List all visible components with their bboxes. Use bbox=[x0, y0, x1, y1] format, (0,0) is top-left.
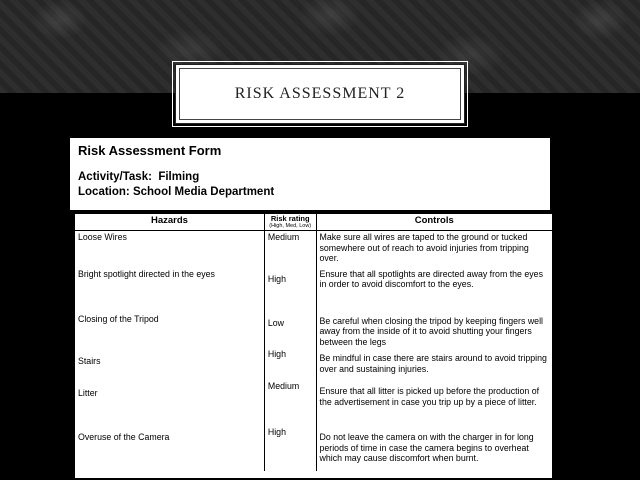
header-risk-rating-sub: (High, Med, Low) bbox=[269, 223, 312, 229]
rating-cell: High bbox=[264, 348, 316, 380]
hazard-cell: Loose Wires bbox=[78, 232, 127, 242]
rating-cell bbox=[264, 268, 316, 310]
hazard-cell: Closing of the Tripod bbox=[78, 313, 159, 324]
location-line bbox=[78, 185, 542, 200]
slide-title-box bbox=[175, 64, 465, 124]
form-header bbox=[70, 138, 550, 210]
activity-label: Activity/Task: bbox=[78, 171, 152, 183]
control-cell: Be mindful in case there are stairs around to avoid tripping over and sustaining injuries. bbox=[319, 353, 547, 374]
table-row bbox=[75, 310, 552, 349]
rating-cell bbox=[264, 310, 316, 349]
location-label: Location: bbox=[78, 186, 130, 198]
hazard-cell bbox=[75, 348, 264, 380]
activity-value: Filming bbox=[158, 171, 200, 183]
header-risk-rating-label: Risk rating bbox=[270, 214, 310, 223]
slide-title: RISK ASSESSMENT 2 bbox=[234, 85, 406, 102]
hazard-cell bbox=[75, 380, 264, 426]
rating-cell: Medium bbox=[264, 380, 316, 426]
header-hazards: Hazards bbox=[75, 214, 264, 231]
hazard-cell bbox=[75, 426, 264, 471]
hazard-cell: Bright spotlight directed in the eyes bbox=[78, 268, 215, 279]
control-cell: Do not leave the camera on with the charger in for long periods of time in case the camera begins to overheat which may cause discomfort when burnt. bbox=[319, 432, 534, 463]
table-row bbox=[75, 426, 552, 471]
table-row bbox=[75, 231, 552, 268]
table-row bbox=[75, 348, 552, 380]
risk-table bbox=[75, 214, 552, 471]
rating-text: High bbox=[267, 273, 286, 284]
rating-cell: High bbox=[264, 426, 316, 471]
table-row bbox=[75, 380, 552, 426]
rating-text: Low bbox=[267, 317, 285, 328]
control-cell: Be careful when closing the tripod by keeping fingers well away from the inside of it to avoid shutting your fingers between the legs bbox=[319, 315, 543, 347]
risk-table-area bbox=[75, 214, 552, 478]
activity-line bbox=[78, 170, 542, 185]
control-cell: Make sure all wires are taped to the ground or tucked somewhere out of reach to avoid injuries from tripping over. bbox=[319, 232, 529, 263]
header-risk-rating bbox=[264, 214, 316, 231]
control-cell: Ensure that all spotlights are directed away from the eyes in order to avoid discomfort to the eyes. bbox=[319, 268, 543, 289]
table-row bbox=[75, 268, 552, 310]
rating-cell: Medium bbox=[264, 231, 316, 268]
location-value: School Media Department bbox=[132, 186, 275, 198]
hazard-text: Overuse of the Camera bbox=[78, 432, 170, 442]
hazard-text: Stairs bbox=[78, 356, 101, 366]
form-title: Risk Assessment Form bbox=[78, 143, 222, 158]
control-cell: Ensure that all litter is picked up before the production of the advertisement in case you trip up by a piece of litter. bbox=[319, 386, 540, 407]
header-controls: Controls bbox=[316, 214, 552, 231]
table-header-row bbox=[75, 214, 552, 231]
hazard-text: Litter bbox=[78, 388, 98, 398]
